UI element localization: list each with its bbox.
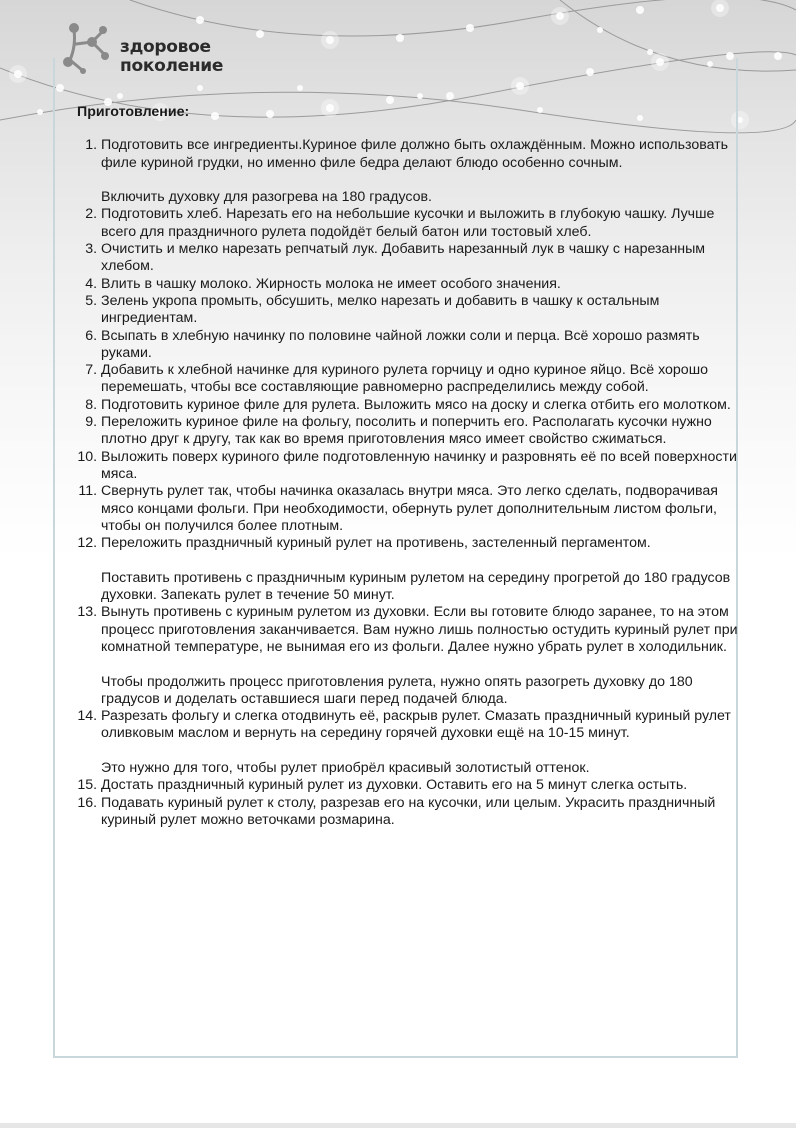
- step-text: Подавать куриный рулет к столу, разрезав его на кусочки, или целым. Украсить праздничный куриный рулет можно веточками розмарина.: [101, 794, 716, 828]
- list-item: [101, 795, 739, 830]
- step-text: Достать праздничный куриный рулет из духовки. Оставить его на 5 минут слегка остыть.: [101, 777, 688, 794]
- list-item: [101, 449, 739, 484]
- list-item: [101, 777, 739, 794]
- step-note: Поставить противень с праздничным куриным рулетом на середину прогретой до 180 градусов духовки. Запекать рулет в течение 50 минут.: [101, 569, 731, 604]
- page-bottom-edge: [0, 1123, 796, 1128]
- list-item: [101, 483, 739, 535]
- step-text: Переложить куриное филе на фольгу, посолить и поперчить его. Располагать кусочки нужно плотно друг к другу, так как во время приготовления мясо имеет свойство сжиматься.: [101, 414, 712, 448]
- brand-name-line1: здоровое: [120, 37, 211, 57]
- list-item: [101, 604, 739, 708]
- list-item: [101, 137, 739, 206]
- step-text: Влить в чашку молоко. Жирность молока не имеет особого значения.: [101, 275, 561, 292]
- list-item: [101, 206, 739, 241]
- list-item: [101, 535, 739, 604]
- step-text: Разрезать фольгу и слегка отодвинуть её, раскрыв рулет. Смазать праздничный куриный рулет оливковым маслом и вернуть на середину горячей духовки ещё на 10-15 минут.: [101, 708, 731, 742]
- list-item: [101, 397, 739, 414]
- step-note: Чтобы продолжить процесс приготовления рулета, нужно опять разогреть духовку до 180 градусов и доделать оставшиеся шаги перед подачей блюда.: [101, 673, 693, 707]
- step-text: Свернуть рулет так, чтобы начинка оказалась внутри мяса. Это легко сделать, подворачивая мясо концами фольги. При необходимости, обернуть рулет дополнительным листом фольги, чтобы он получился более плотным.: [101, 483, 718, 534]
- step-text: Всыпать в хлебную начинку по половине чайной ложки соли и перца. Всё хорошо размять руками.: [101, 327, 700, 361]
- step-text: Подготовить куриное филе для рулета. Выложить мясо на доску и слегка отбить его молотком.: [101, 396, 731, 413]
- list-item: [101, 276, 739, 293]
- recipe-instructions: [77, 104, 739, 829]
- step-text: Вынуть противень с куриным рулетом из духовки. Если вы готовите блюдо заранее, то на этом процесс приготовления заканчивается. Вам нужно лишь полностью остудить куриный рулет при комнатной температуре, не вынимая его из фольги. Далее нужно убрать рулет в холодильник.: [101, 604, 738, 655]
- step-text: Очистить и мелко нарезать репчатый лук. Добавить нарезанный лук в чашку с нарезанным хлебом.: [101, 241, 706, 275]
- step-text: Подготовить все ингредиенты.Куриное филе должно быть охлаждённым. Можно использовать филе куриной грудки, но именно филе бедра делают блюдо особенно сочным.: [101, 137, 729, 171]
- step-note: Включить духовку для разогрева на 180 градусов.: [101, 189, 432, 206]
- step-text: Переложить праздничный куриный рулет на противень, застеленный пергаментом.: [101, 535, 651, 552]
- section-heading: Приготовление:: [77, 104, 190, 120]
- list-item: [101, 708, 739, 777]
- list-item: [101, 362, 739, 397]
- brand-name: [120, 38, 223, 76]
- brand-name-line2: поколение: [120, 56, 224, 76]
- step-text: Добавить к хлебной начинке для куриного рулета горчицу и одно куриное яйцо. Всё хорошо перемешать, чтобы все составляющие равномерно распределились между собой.: [101, 362, 708, 396]
- list-item: [101, 414, 739, 449]
- molecule-logo-icon: [56, 16, 114, 78]
- step-text: Зелень укропа промыть, обсушить, мелко нарезать и добавить в чашку к остальным ингредиентам.: [101, 292, 660, 327]
- list-item: [101, 293, 739, 328]
- step-note: Это нужно для того, чтобы рулет приобрёл красивый золотистый оттенок.: [101, 759, 590, 776]
- list-item: [101, 328, 739, 363]
- brand-logo: [56, 16, 236, 82]
- steps-list: [77, 137, 739, 829]
- step-text: Выложить поверх куриного филе подготовленную начинку и разровнять её по всей поверхности мяса.: [101, 448, 737, 482]
- step-text: Подготовить хлеб. Нарезать его на небольшие кусочки и выложить в глубокую чашку. Лучше всего для праздничного рулета подойдёт белый батон или тостовый хлеб.: [101, 206, 715, 240]
- list-item: [101, 241, 739, 276]
